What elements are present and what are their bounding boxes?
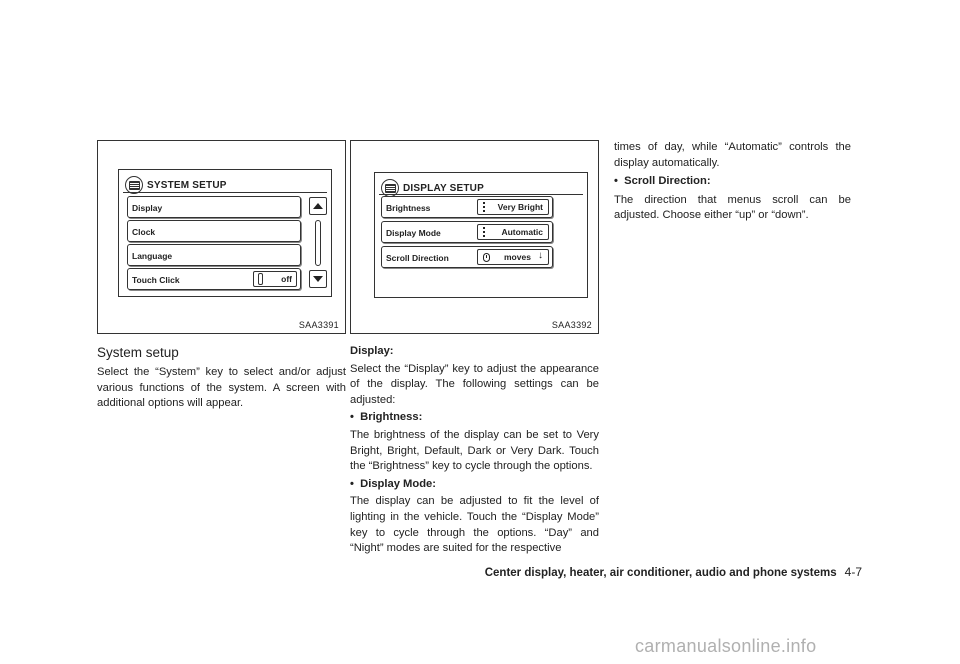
screen-header [381,178,484,198]
cycle-dots-icon [483,202,485,212]
setting-value: Very Bright [497,202,543,212]
toggle-value: off [281,274,292,284]
figure-system-setup [97,140,346,334]
automatic-text: times of day, while “Automatic” controls the display automatically. [614,141,851,169]
screen-title: DISPLAY SETUP [403,182,484,194]
scroll-track[interactable] [315,220,321,266]
menu-item-label: Display [132,203,163,213]
bullet-label: Brightness: [360,411,423,424]
figure-label: SAA3392 [551,320,592,330]
menu-item-label: Clock [132,227,156,237]
header-divider [123,192,327,193]
section-heading: System setup [97,345,179,360]
display-setup-screen [374,172,588,298]
display-mode-value-box[interactable] [477,224,549,240]
mouse-icon [483,253,490,262]
scroll-up-button[interactable] [309,197,327,215]
setting-row-brightness[interactable] [381,196,553,218]
display-mode-text: The display can be adjusted to fit the level of lighting in the vehicle. Touch the “Display Mode” key to cycle through the options. “Day” and “Night” modes are suited for the respective [350,495,599,555]
arrow-down-icon: ↓ [538,250,543,261]
system-setup-screen [118,169,332,297]
scroll-direction-bullet [614,174,851,190]
setting-row-display-mode[interactable] [381,221,553,243]
header-divider [379,194,583,195]
menu-item-label: Language [132,251,173,261]
scroll-direction-text: The direction that menus scroll can be adjusted. Choose either “up” or “down”. [614,193,851,222]
menu-item-label: Touch Click [132,275,180,285]
cycle-dots-icon [483,227,485,237]
setting-value: moves [504,252,531,262]
brightness-bullet [350,410,599,426]
brightness-value-box[interactable] [477,199,549,215]
page-number: 4-7 [844,565,862,579]
figure-display-setup [350,140,599,334]
scroll-column [614,140,851,224]
menu-item-touch-click[interactable] [127,268,301,290]
scroll-down-button[interactable] [309,270,327,288]
setting-label: Display Mode [386,228,441,238]
section-body: Select the “System” key to select and/or adjust various functions of the system. A screen with additional options will appear. [97,366,346,410]
screen-title: SYSTEM SETUP [147,179,227,191]
menu-item-language[interactable] [127,244,301,266]
menu-item-clock[interactable] [127,220,301,242]
touch-click-toggle[interactable] [253,271,297,287]
page-footer [480,565,862,579]
display-mode-bullet [350,477,599,493]
setting-label: Scroll Direction [386,253,449,263]
bullet-icon: • [350,411,361,424]
arrow-down-icon [313,276,323,282]
scroll-direction-value-box[interactable] [477,249,549,265]
toggle-knob [258,273,263,285]
bullet-label: Scroll Direction: [624,175,711,188]
setting-row-scroll-direction[interactable] [381,246,553,268]
watermark: carmanualsonline.info [635,636,817,656]
setting-value: Automatic [501,227,543,237]
figure-label: SAA3391 [298,320,339,330]
arrow-up-icon [313,203,323,209]
footer-title: Center display, heater, air conditioner, audio and phone systems [484,567,837,579]
display-column [350,344,599,557]
brightness-text: The brightness of the display can be set to Very Bright, Bright, Default, Dark or Very Dark. Touch the “Brightness” key to cycle through the options. [350,428,599,473]
bullet-icon: • [350,477,361,490]
menu-item-display[interactable] [127,196,301,218]
bullet-icon: • [614,175,625,188]
display-intro: Select the “Display” key to adjust the appearance of the display. The following settings can be adjusted: [350,362,599,406]
display-heading: Display: [350,345,394,357]
setting-label: Brightness [386,203,431,213]
bullet-label: Display Mode: [360,477,436,490]
